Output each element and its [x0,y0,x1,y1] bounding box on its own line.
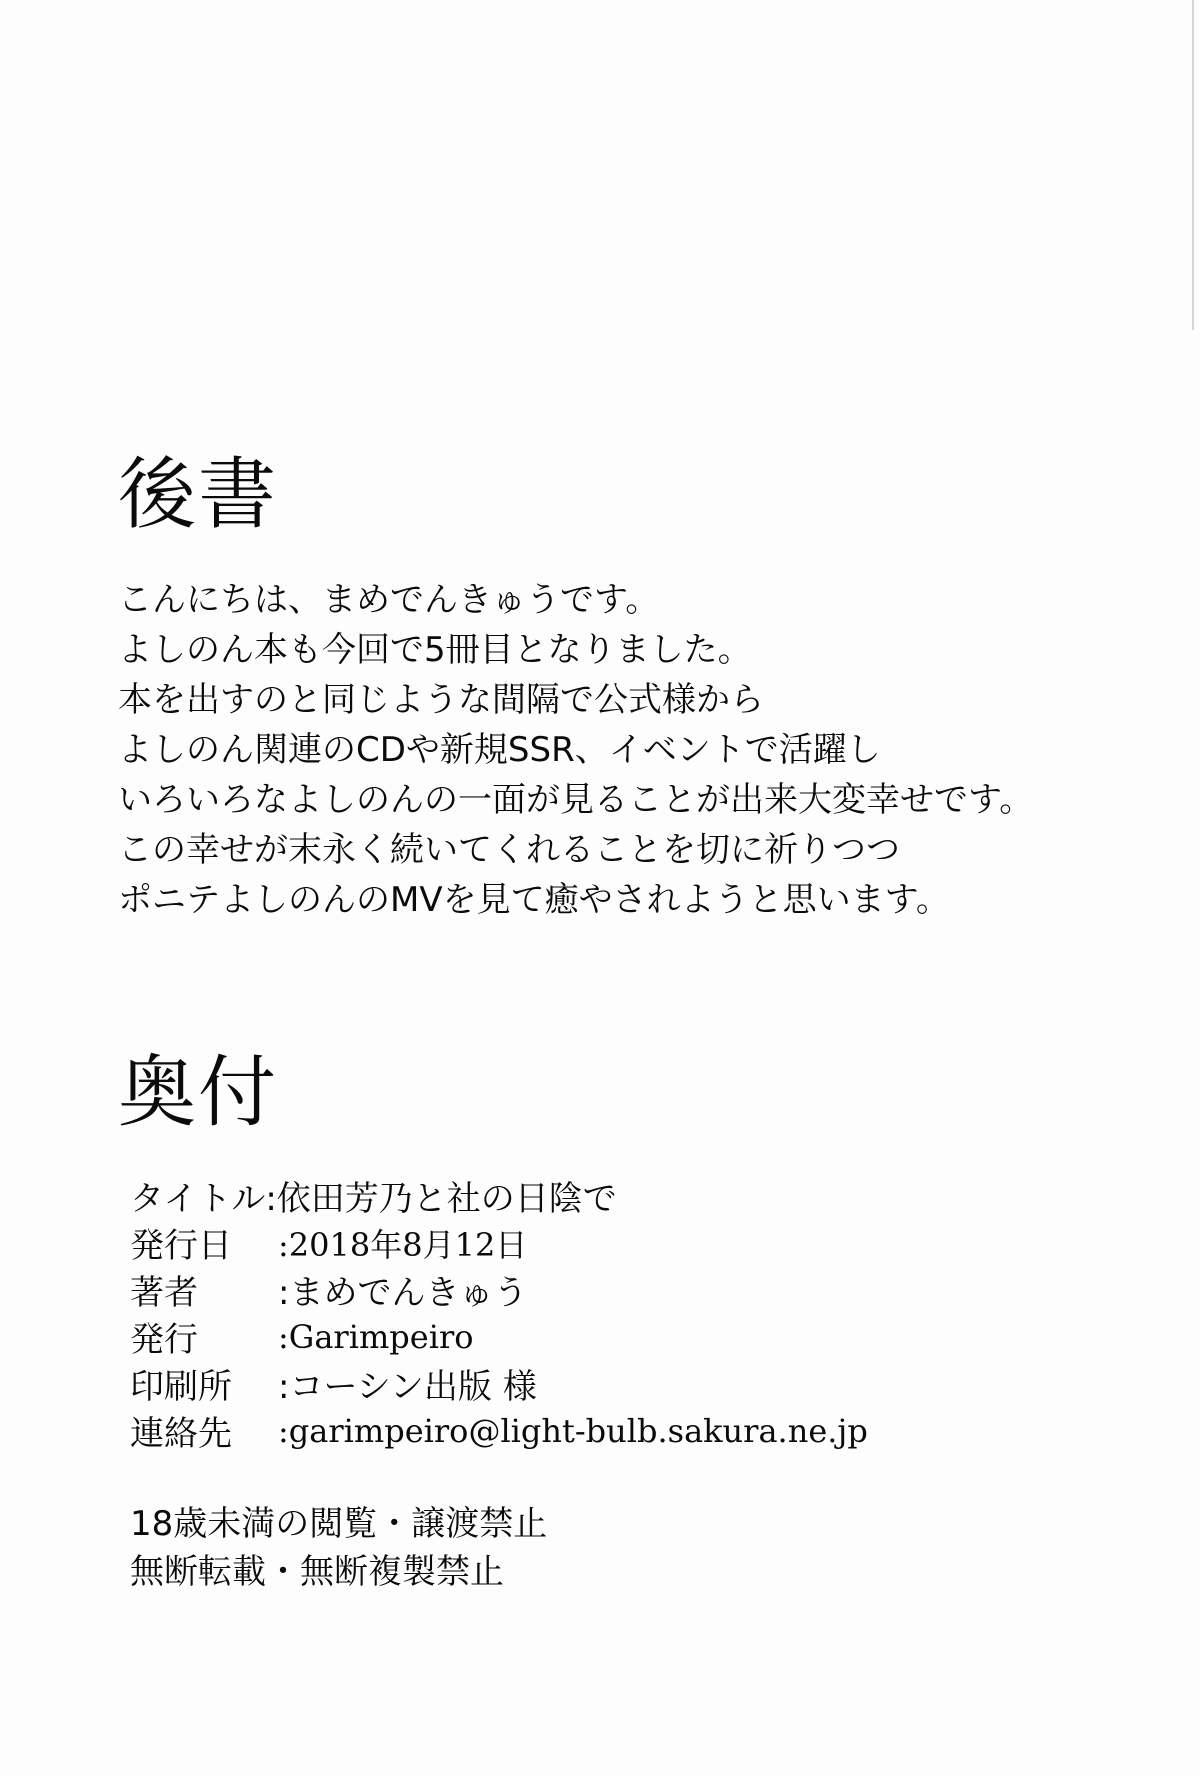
contact-value: :garimpeiro@light-bulb.sakura.ne.jp [278,1411,868,1450]
afterword-heading: 後書 [118,450,279,540]
afterword-line: こんにちは、まめでんきゅうです。 [118,580,660,620]
afterword-line: よしのん本も今回で5冊目となりました。 [118,630,752,670]
afterword-line: この幸せが末永く続いてくれることを切に祈りつつ [118,830,900,870]
afterword-line: 本を出すのと同じような間隔で公式様から [118,680,764,720]
afterword-body [118,575,1118,925]
colophon-table [130,1172,1130,1454]
publisher-value: :Garimpeiro [278,1317,474,1356]
afterword-line: いろいろなよしのんの一面が見ることが出来大変幸せです。 [118,780,1034,820]
afterword-line: よしのん関連のCDや新規SSR、イベントで活躍し [118,730,881,770]
colophon-row-contact [130,1407,1130,1454]
page-edge-mark [1192,0,1194,330]
publisher-label: 発行 [130,1320,198,1360]
contact-label: 連絡先 [130,1414,232,1454]
colophon-row-author [130,1266,1130,1313]
afterword-line: ポニテよしのんのMVを見て癒やされようと思います。 [118,880,950,920]
date-value: :2018年8月12日 [278,1225,528,1264]
notices [130,1500,547,1596]
printer-value: :コーシン出版 様 [278,1367,537,1407]
date-label: 発行日 [130,1226,232,1266]
author-label: 著者 [130,1273,198,1313]
colophon-row-title [130,1172,1130,1219]
age-restriction-notice: 18歳未満の閲覧・譲渡禁止 [130,1504,548,1544]
colophon-row-date [130,1219,1130,1266]
printer-label: 印刷所 [130,1367,232,1407]
title-label: タイトル [130,1179,266,1219]
colophon-heading: 奥付 [118,1048,279,1138]
author-value: :まめでんきゅう [278,1273,528,1313]
title-value: :依田芳乃と社の日陰で [265,1179,617,1219]
colophon-row-publisher [130,1313,1130,1360]
colophon-row-printer [130,1360,1130,1407]
copy-restriction-notice: 無断転載・無断複製禁止 [130,1552,504,1592]
